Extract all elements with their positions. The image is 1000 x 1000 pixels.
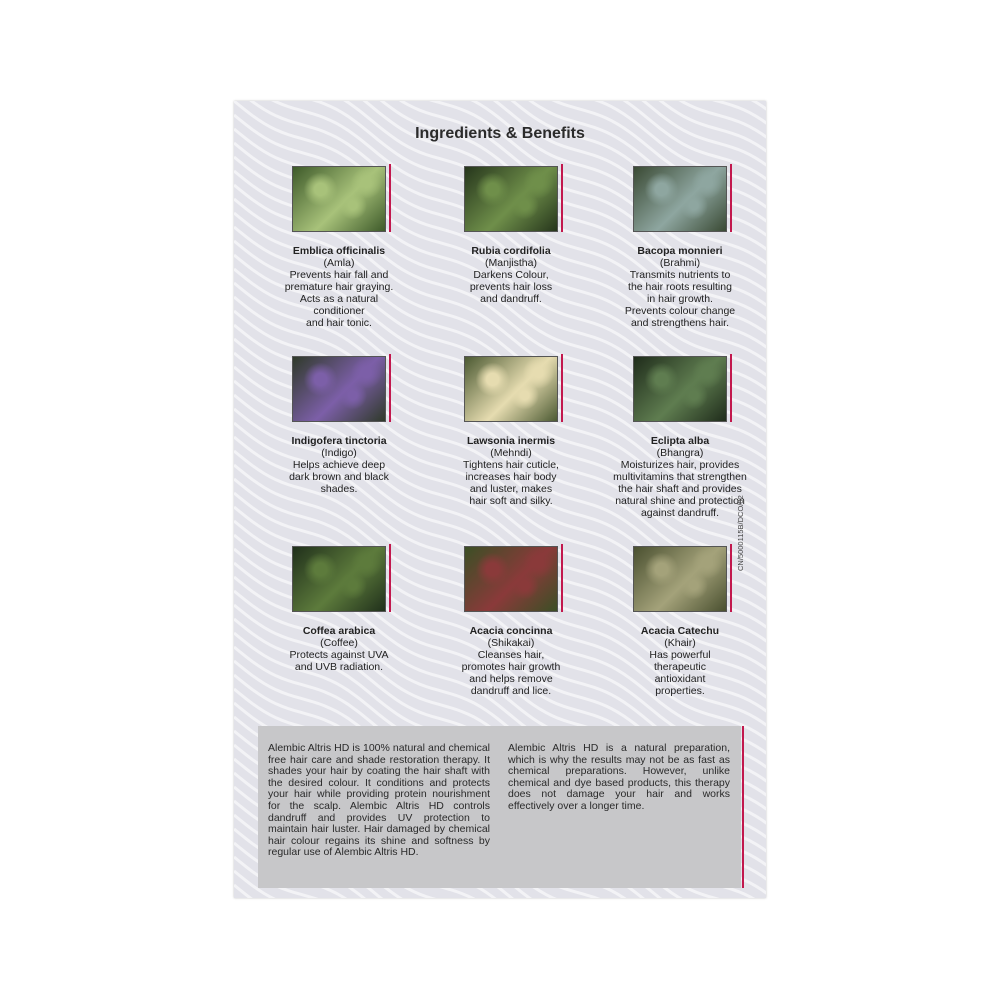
ingredient-benefit-line: Helps achieve deep [292, 459, 386, 471]
ingredient-common-name: (Khair) [664, 637, 696, 649]
ingredient-benefit-line: Moisturizes hair, provides [620, 459, 740, 471]
ingredient-benefit-line: the hair roots resulting [628, 281, 732, 293]
shikakai-photo [464, 546, 558, 612]
accent-bar [561, 544, 563, 612]
ingredient-benefit-line: Tightens hair cuticle, [463, 459, 559, 471]
ingredient-benefit-line: and dandruff. [480, 293, 542, 305]
ingredient-item [595, 166, 765, 329]
ingredient-benefit-line: prevents hair loss [469, 281, 553, 293]
ingredient-benefit-line: antioxidant [654, 673, 706, 685]
ingredient-benefit-line: Cleanses hair, [477, 649, 545, 661]
ingredient-name: Acacia Catechu [640, 625, 720, 637]
ingredient-common-name: (Shikakai) [487, 637, 535, 649]
ingredient-common-name: (Brahmi) [659, 257, 701, 269]
ingredient-benefit-line: and helps remove [469, 673, 553, 685]
ingredient-benefit-line: Has powerful [649, 649, 711, 661]
ingredient-benefit-line: the hair shaft and provides [618, 483, 742, 495]
ingredient-benefit-line: Transmits nutrients to [629, 269, 731, 281]
ingredient-benefit-line: conditioner [313, 305, 365, 317]
info-box [258, 726, 741, 888]
accent-bar [730, 544, 732, 612]
accent-bar [561, 164, 563, 232]
ingredient-benefit-line: promotes hair growth [461, 661, 561, 673]
ingredient-benefit-line: against dandruff. [640, 507, 720, 519]
ingredient-benefit-line: dandruff and lice. [470, 685, 552, 697]
accent-bar [730, 354, 732, 422]
ingredient-item [254, 166, 424, 329]
ingredient-benefit-line: Protects against UVA [289, 649, 389, 661]
accent-bar [389, 544, 391, 612]
ingredient-name: Eclipta alba [650, 435, 710, 447]
mehndi-photo [464, 356, 558, 422]
bhangra-photo [633, 356, 727, 422]
ingredient-name: Lawsonia inermis [466, 435, 556, 447]
ingredient-benefit-line: and strengthens hair. [630, 317, 730, 329]
ingredient-name: Bacopa monnieri [637, 245, 723, 257]
ingredient-benefit-line: in hair growth. [647, 293, 713, 305]
ingredient-benefit-line: shades. [320, 483, 358, 495]
ingredient-name: Acacia concinna [469, 625, 553, 637]
ingredient-common-name: (Coffee) [320, 637, 358, 649]
side-code: CN/5000115B/DCO/02 [736, 495, 745, 571]
ingredient-benefit-line: Prevents colour change [624, 305, 736, 317]
ingredient-item [426, 546, 596, 697]
info-left-text: Alembic Altris HD is 100% natural and chemical free hair care and shade restoration therapy. It shades your hair by coating the hair shaft with the desired colour. It conditions and protects your hair while providing protein nourishment for the scalp. Alembic Altris HD controls dandruff and provides UV protection to maintain hair luster. Hair damaged by chemical hair colour regains its shine and softness by regular use of Alembic Altris HD. [268, 742, 490, 859]
ingredient-common-name: (Amla) [323, 257, 355, 269]
ingredient-name: Indigofera tinctoria [291, 435, 387, 447]
ingredient-name: Rubia cordifolia [471, 245, 551, 257]
ingredient-benefit-line: and luster, makes [469, 483, 553, 495]
info-accent-bar [742, 726, 744, 888]
ingredient-item [254, 356, 424, 495]
ingredient-item [426, 356, 596, 507]
ingredient-benefit-line: dark brown and black [289, 471, 389, 483]
ingredient-benefit-line: therapeutic [654, 661, 706, 673]
ingredient-benefit-line: increases hair body [465, 471, 557, 483]
ingredient-benefit-line: multivitamins that strengthen [613, 471, 747, 483]
ingredient-benefit-line: natural shine and protection [615, 495, 745, 507]
leaflet-card [234, 101, 766, 898]
accent-bar [389, 354, 391, 422]
ingredient-benefit-line: and hair tonic. [306, 317, 372, 329]
ingredient-benefit-line: hair soft and silky. [469, 495, 553, 507]
ingredient-common-name: (Manjistha) [485, 257, 537, 269]
ingredient-benefit-line: premature hair graying. [284, 281, 394, 293]
ingredient-item [426, 166, 596, 305]
indigo-photo [292, 356, 386, 422]
ingredient-item [254, 546, 424, 673]
ingredient-common-name: (Mehndi) [490, 447, 532, 459]
ingredient-common-name: (Indigo) [321, 447, 357, 459]
brahmi-photo [633, 166, 727, 232]
page-title: Ingredients & Benefits [415, 125, 585, 142]
ingredient-benefit-line: Prevents hair fall and [289, 269, 389, 281]
accent-bar [389, 164, 391, 232]
amla-photo [292, 166, 386, 232]
ingredient-name: Emblica officinalis [292, 245, 386, 257]
ingredient-benefit-line: Darkens Colour, [473, 269, 549, 281]
ingredient-benefit-line: and UVB radiation. [294, 661, 384, 673]
ingredient-benefit-line: Acts as a natural [299, 293, 379, 305]
ingredient-benefit-line: properties. [655, 685, 705, 697]
ingredient-name: Coffea arabica [302, 625, 376, 637]
khair-photo [633, 546, 727, 612]
coffee-photo [292, 546, 386, 612]
manjistha-photo [464, 166, 558, 232]
accent-bar [561, 354, 563, 422]
info-right-text: Alembic Altris HD is a natural preparation, which is why the results may not be as fast as chemical preparations. However, unlike chemical and dye based products, this therapy does not damage your hair and works effectively over a longer time. [508, 742, 730, 812]
accent-bar [730, 164, 732, 232]
ingredient-common-name: (Bhangra) [656, 447, 704, 459]
